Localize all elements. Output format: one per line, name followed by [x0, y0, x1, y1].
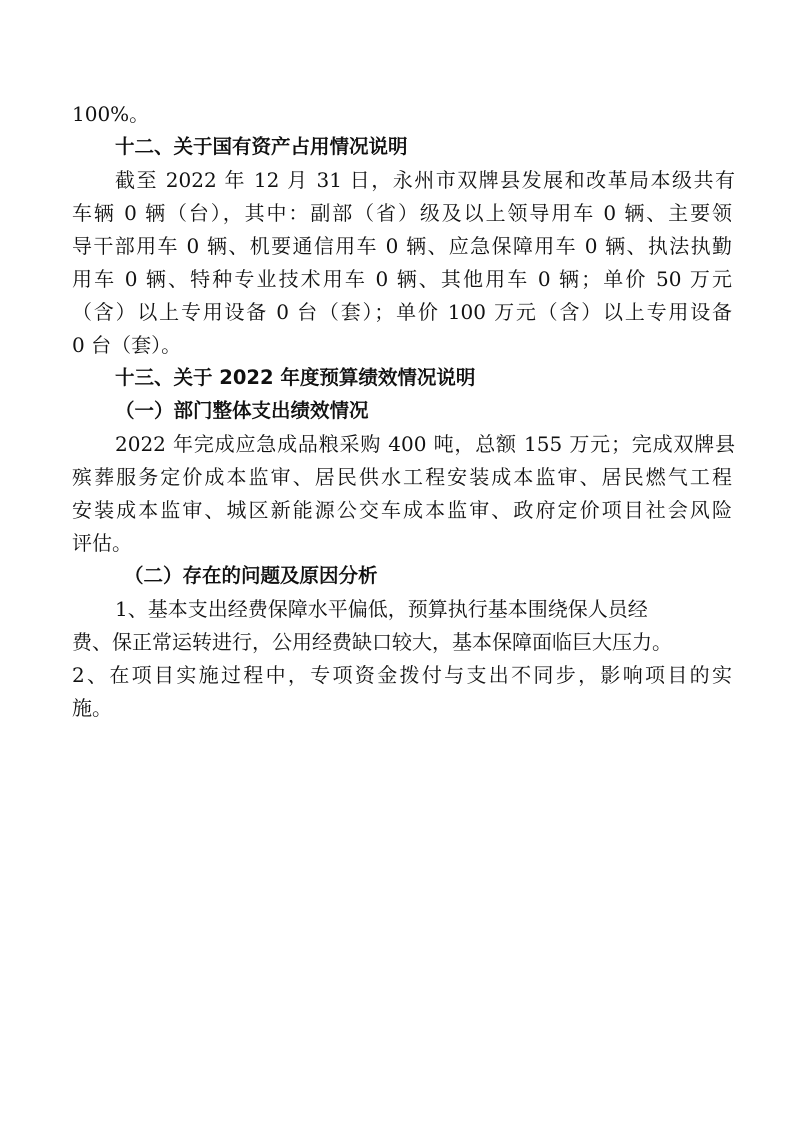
assets-paragraph-line: 0 台（套）。	[72, 333, 182, 357]
paragraph-continuation: 100%。	[72, 102, 150, 126]
performance-paragraph-line: 2022 年完成应急成品粮采购 400 吨，总额 155 万元；完成双牌县	[115, 432, 735, 456]
assets-paragraph-line: 截至 2022 年 12 月 31 日，永州市双牌县发展和改革局本级共有	[115, 168, 735, 192]
performance-paragraph-line: 评估。	[72, 531, 132, 555]
performance-paragraph-line: 殡葬服务定价成本监审、居民供水工程安装成本监审、居民燃气工程	[72, 465, 732, 489]
assets-paragraph-line: 用车 0 辆、特种专业技术用车 0 辆、其他用车 0 辆；单价 50 万元	[72, 267, 732, 291]
assets-paragraph-line: 导干部用车 0 辆、机要通信用车 0 辆、应急保障用车 0 辆、执法执勤	[72, 234, 732, 258]
subheading-overall-performance: （一）部门整体支出绩效情况	[115, 399, 369, 422]
assets-paragraph-line: （含）以上专用设备 0 台（套）；单价 100 万元（含）以上专用设备	[72, 300, 732, 324]
problems-paragraph-line: 施。	[72, 696, 112, 720]
problems-paragraph-line: 费、保正常运转进行，公用经费缺口较大，基本保障面临巨大压力。	[72, 630, 672, 654]
section-heading-performance: 十三、关于 2022 年度预算绩效情况说明	[115, 366, 476, 389]
subheading-problems: （二）存在的问题及原因分析	[124, 564, 378, 587]
performance-paragraph-line: 安装成本监审、城区新能源公交车成本监审、政府定价项目社会风险	[72, 498, 732, 522]
section-heading-assets: 十二、关于国有资产占用情况说明	[115, 135, 408, 158]
assets-paragraph-line: 车辆 0 辆（台），其中：副部（省）级及以上领导用车 0 辆、主要领	[72, 201, 732, 225]
problems-paragraph-line: 2、在项目实施过程中，专项资金拨付与支出不同步，影响项目的实	[72, 663, 732, 687]
problems-paragraph-line: 1、基本支出经费保障水平偏低，预算执行基本围绕保人员经	[115, 597, 648, 621]
